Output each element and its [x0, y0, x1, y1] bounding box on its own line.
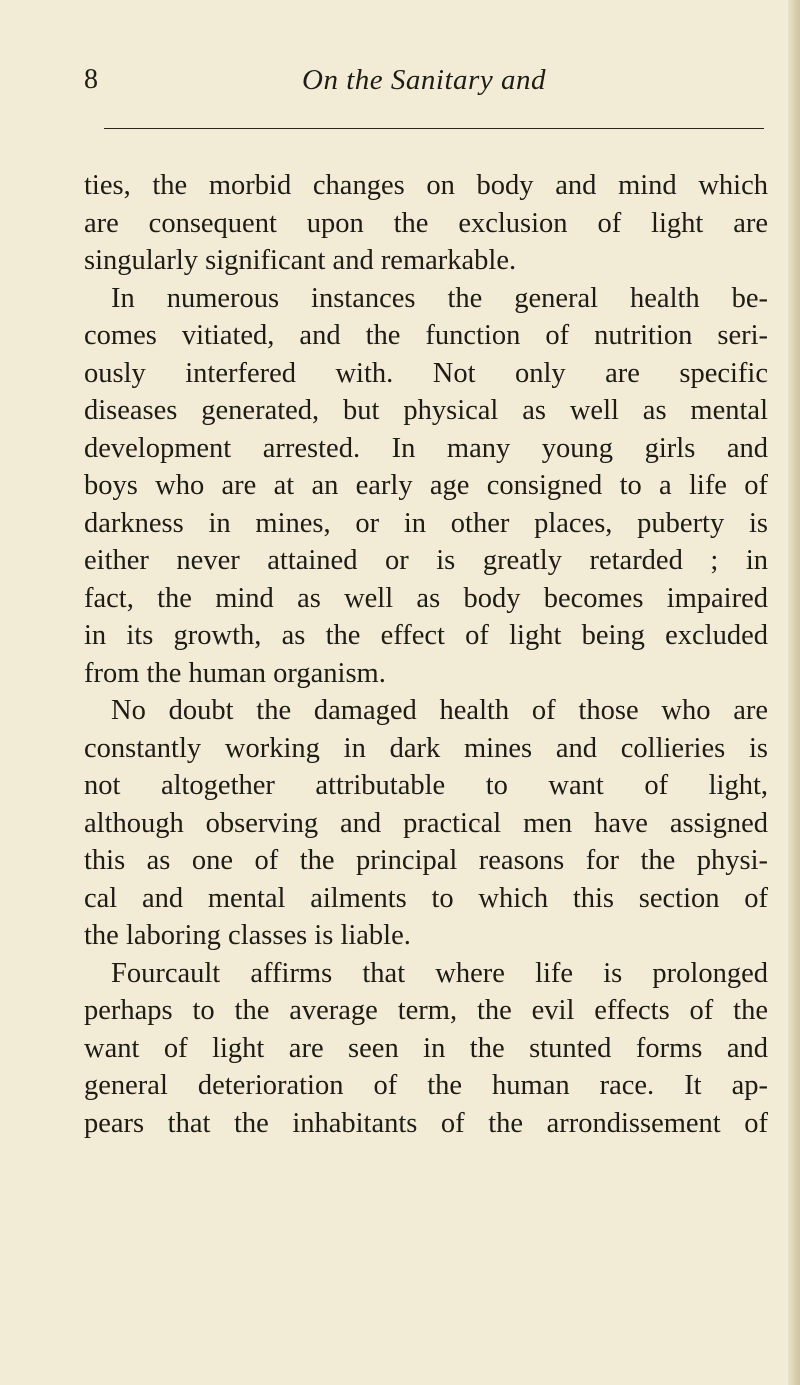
text-line: ously interfered with. Not only are specific: [84, 357, 768, 389]
page-number: 8: [84, 64, 98, 95]
running-header: [84, 60, 764, 100]
text-line: In numerous instances the general health be-: [111, 282, 768, 314]
text-line: are consequent upon the exclusion of light are: [84, 207, 768, 239]
text-line: comes vitiated, and the function of nutrition seri-: [84, 320, 768, 351]
text-line: development arrested. In many young girls and: [84, 432, 768, 464]
text-line: boys who are at an early age consigned to a life of: [84, 470, 768, 501]
text-line: although observing and practical men have assigned: [84, 807, 768, 839]
body-text: [84, 167, 768, 1142]
text-line: fact, the mind as well as body becomes impaired: [84, 582, 768, 614]
text-line: from the human organism.: [84, 657, 386, 689]
text-line: perhaps to the average term, the evil effects of the: [84, 995, 768, 1026]
running-title: On the Sanitary and: [302, 64, 546, 96]
text-line: want of light are seen in the stunted forms and: [84, 1032, 768, 1064]
text-line: Fourcault affirms that where life is prolonged: [111, 957, 768, 989]
text-line: singularly significant and remarkable.: [84, 245, 517, 276]
text-line: cal and mental ailments to which this section of: [84, 882, 768, 914]
text-line: either never attained or is greatly retarded ; in: [84, 545, 768, 576]
text-line: general deterioration of the human race. It ap-: [84, 1070, 768, 1101]
text-line: not altogether attributable to want of light,: [84, 770, 768, 801]
text-line: pears that the inhabitants of the arrondissement of: [84, 1107, 768, 1139]
text-line: darkness in mines, or in other places, puberty is: [84, 507, 768, 539]
text-line: in its growth, as the effect of light being excluded: [84, 620, 768, 651]
text-line: the laboring classes is liable.: [84, 920, 411, 951]
text-line: No doubt the damaged health of those who are: [111, 695, 768, 726]
text-line: this as one of the principal reasons for the physi-: [84, 845, 768, 876]
text-line: ties, the morbid changes on body and mind which: [84, 170, 768, 201]
text-line: diseases generated, but physical as well as mental: [84, 395, 768, 426]
text-line: constantly working in dark mines and collieries is: [84, 732, 768, 764]
header-rule: [104, 128, 764, 129]
page-edge: [788, 0, 800, 1385]
